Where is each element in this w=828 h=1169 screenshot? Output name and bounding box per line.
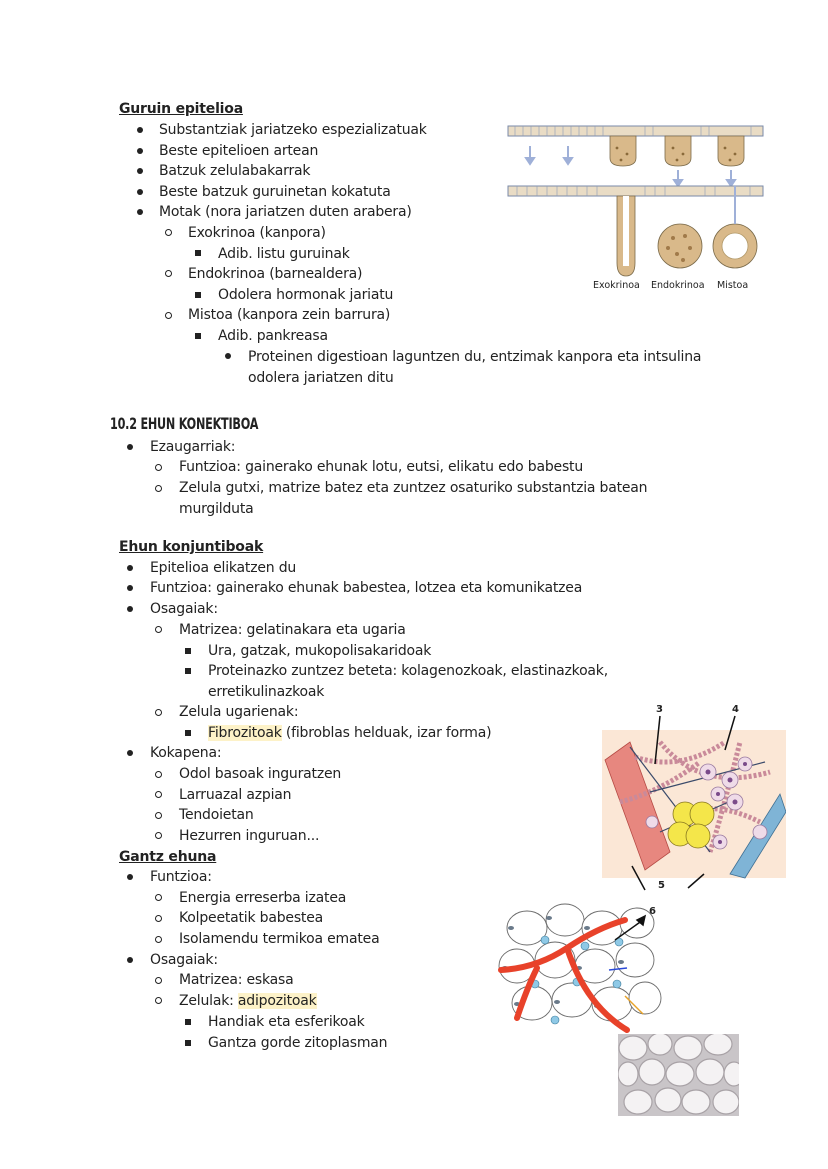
- square-bullet: [195, 292, 201, 298]
- bullet: [127, 444, 133, 450]
- highlighted-term: adipozitoak: [237, 993, 317, 1009]
- list-item: Adib. listu guruinak: [218, 246, 350, 262]
- sub-bullet: [155, 709, 162, 716]
- list-item: Gantza gorde zitoplasman: [208, 1035, 388, 1051]
- figure-label-exocrine: Exokrinoa: [593, 280, 640, 291]
- list-item: Kokapena:: [150, 745, 222, 761]
- list-item: Beste epitelioen artean: [159, 143, 319, 159]
- sub-bullet: [165, 229, 172, 236]
- figure-label-6: 6: [649, 906, 656, 917]
- bullet: [137, 189, 143, 195]
- figure-label-5: 5: [658, 880, 665, 891]
- sub-bullet: [155, 977, 162, 984]
- list-item: Handiak eta esferikoak: [208, 1014, 365, 1030]
- list-item: Exokrinoa (kanpora): [188, 225, 326, 241]
- list-item: Batzuk zelulabakarrak: [159, 163, 311, 179]
- list-item: Energia erreserba izatea: [179, 890, 347, 906]
- list-item: Funtzioa: gainerako ehunak babestea, lotzea eta komunikatzea: [150, 580, 583, 596]
- bullet: [127, 957, 133, 963]
- list-item: Odol basoak inguratzen: [179, 766, 342, 782]
- square-bullet: [185, 730, 191, 736]
- bullet: [127, 585, 133, 591]
- adipose-tissue-figure: [497, 898, 667, 1038]
- list-item: Proteinazko zuntzez beteta: kolagenozkoak, elastinazkoak,: [208, 663, 608, 679]
- list-item: Proteinen digestioan laguntzen du, entzimak kanpora eta intsulina: [248, 349, 702, 365]
- figure-label-mixed: Mistoa: [717, 280, 749, 291]
- list-item: Larruazal azpian: [179, 787, 292, 803]
- square-bullet: [185, 1040, 191, 1046]
- bullet: [137, 168, 143, 174]
- list-item: Tendoietan: [179, 807, 254, 823]
- list-item: Hezurren inguruan...: [179, 828, 320, 844]
- square-bullet: [185, 1019, 191, 1025]
- sub-bullet: [155, 464, 162, 471]
- konjuntiboak-heading: Ehun konjuntiboak: [119, 539, 264, 555]
- list-item: [208, 724, 491, 742]
- list-item: Kolpeetatik babestea: [179, 910, 323, 926]
- sub-bullet: [155, 936, 162, 943]
- list-item: Funtzioa: gainerako ehunak lotu, eutsi, elikatu edo babestu: [179, 459, 584, 475]
- bullet: [137, 209, 143, 215]
- sub-bullet: [155, 812, 162, 819]
- list-item: Ura, gatzak, mukopolisakaridoak: [208, 643, 432, 659]
- sub-bullet: [155, 915, 162, 922]
- figure-label-endocrine: Endokrinoa: [651, 280, 705, 291]
- list-item: Osagaiak:: [150, 952, 218, 968]
- section-title: 10.2 EHUN KONEKTIBOA: [110, 414, 259, 433]
- list-item: Adib. pankreasa: [218, 328, 328, 344]
- sub-bullet: [155, 832, 162, 839]
- bullet: [127, 606, 133, 612]
- list-item: Osagaiak:: [150, 601, 218, 617]
- sub-bullet: [155, 771, 162, 778]
- adipose-tissue-diagram: [497, 898, 667, 1038]
- list-item: Motak (nora jariatzen duten arabera): [159, 204, 412, 220]
- bullet: [127, 874, 133, 880]
- connective-tissue-diagram: [600, 702, 786, 892]
- bullet: [127, 750, 133, 756]
- list-item: Zelula gutxi, matrize batez eta zuntzez osaturiko substantzia batean: [179, 480, 648, 496]
- list-item: Ezaugarriak:: [150, 439, 236, 455]
- connective-tissue-figure: [600, 702, 786, 892]
- list-item: erretikulinazkoak: [208, 684, 325, 700]
- square-bullet: [195, 333, 201, 339]
- figure-label-3: 3: [656, 704, 663, 715]
- list-item: murgilduta: [179, 501, 254, 517]
- list-item: Mistoa (kanpora zein barrura): [188, 307, 391, 323]
- cells-label: Zelulak:: [179, 993, 238, 1009]
- guruin-heading: Guruin epitelioa: [119, 101, 243, 117]
- list-item: Matrizea: gelatinakara eta ugaria: [179, 622, 406, 638]
- list-item: odolera jariatzen ditu: [248, 370, 394, 386]
- list-item: Zelula ugarienak:: [179, 704, 299, 720]
- micrograph-image: [618, 1034, 739, 1116]
- term-description: (fibroblas helduak, izar forma): [281, 725, 492, 741]
- sub-bullet: [155, 626, 162, 633]
- glands-figure: [505, 118, 767, 298]
- gantz-heading: Gantz ehuna: [119, 849, 217, 865]
- list-item: Matrizea: eskasa: [179, 972, 294, 988]
- list-item: Endokrinoa (barnealdera): [188, 266, 363, 282]
- adipose-micrograph: [618, 1034, 739, 1116]
- list-item: Odolera hormonak jariatu: [218, 287, 394, 303]
- sub-bullet: [155, 485, 162, 492]
- sub-bullet: [155, 894, 162, 901]
- list-item: Isolamendu termikoa ematea: [179, 931, 380, 947]
- list-item: Beste batzuk guruinetan kokatuta: [159, 184, 391, 200]
- bullet: [137, 148, 143, 154]
- square-bullet: [195, 250, 201, 256]
- list-item: Funtzioa:: [150, 869, 212, 885]
- square-bullet: [185, 648, 191, 654]
- list-item: Substantziak jariatzeko espezializatuak: [159, 122, 427, 138]
- bullet: [137, 127, 143, 133]
- bullet: [225, 353, 231, 359]
- highlighted-term: Fibrozitoak: [208, 725, 282, 741]
- list-item: [179, 992, 317, 1010]
- sub-bullet: [155, 997, 162, 1004]
- sub-bullet: [165, 312, 172, 319]
- square-bullet: [185, 668, 191, 674]
- list-item: Epitelioa elikatzen du: [150, 560, 297, 576]
- glands-diagram: [505, 118, 767, 298]
- sub-bullet: [165, 270, 172, 277]
- figure-label-4: 4: [732, 704, 739, 715]
- sub-bullet: [155, 791, 162, 798]
- bullet: [127, 565, 133, 571]
